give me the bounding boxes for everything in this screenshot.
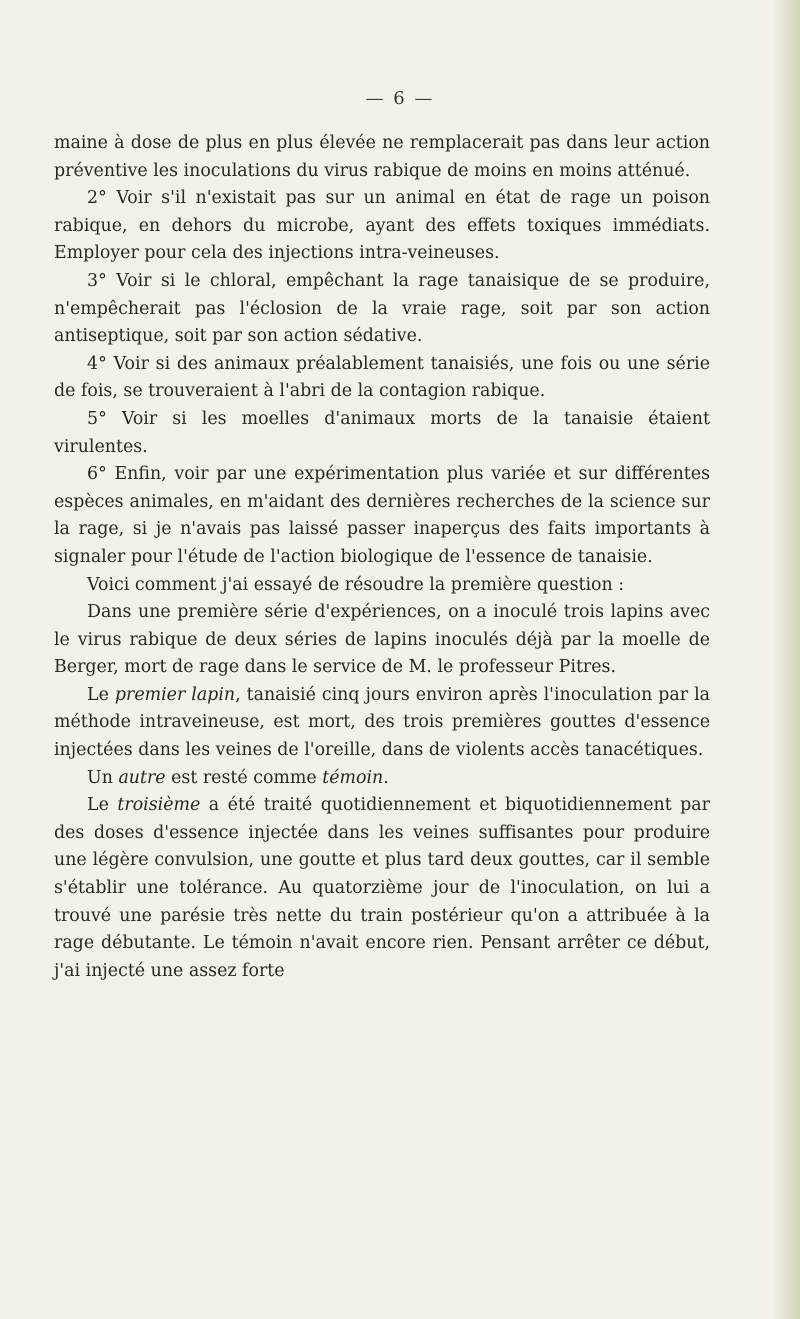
- paragraph-third-rabbit: [54, 792, 710, 985]
- paragraph-first-rabbit: [54, 682, 710, 765]
- text-run: Le: [87, 684, 115, 705]
- text-run: Un: [87, 767, 119, 788]
- text-run: a été traité quotidiennement et biquotidiennement par des doses d'essence injectée dans les veines suffisantes pour produire une légère convulsion, une goutte et plus tard deux gouttes, car il semble s'établir une tolérance. Au quatorzième jour de l'inoculation, on lui a trouvé une parésie très nette du train postérieur qu'on a attribuée à la rage débutante. Le témoin n'avait encore rien. Pensant arrêter ce début, j'ai injecté une assez forte: [54, 795, 710, 981]
- text-run: est resté comme: [165, 767, 323, 788]
- italic-term-autre: autre: [118, 767, 166, 788]
- text-run: , tanaisié cinq jours environ après l'inoculation par la méthode intraveineuse, est mort, des trois premières gouttes d'essence injectées dans les veines de l'oreille, dans de violents accès tanacétiques.: [54, 684, 710, 761]
- paragraph-first-series: Dans une première série d'expériences, on a inoculé trois lapins avec le virus rabique de deux séries de lapins inoculés déjà par la moelle de Berger, mort de rage dans le service de M. le professeur Pitres.: [54, 602, 710, 678]
- paragraph-item-3: 3° Voir si le chloral, empêchant la rage tanaisique de se produire, n'empêcherait pas l'éclosion de la vraie rage, soit par son action antiseptique, soit par son action sédative.: [54, 270, 710, 347]
- italic-term-troisieme: troisième: [117, 795, 201, 816]
- italic-term-temoin: témoin: [322, 767, 384, 788]
- paragraph-item-6: 6° Enfin, voir par une expérimentation plus variée et sur différentes espèces animales, en m'aidant des dernières recherches de la science sur la rage, si je n'avais pas laissé passer inaperçus des faits importants à signaler pour l'étude de l'action biologique de l'essence de tanaisie.: [54, 464, 710, 567]
- text-run: .: [383, 767, 389, 788]
- text-run: Le: [87, 795, 118, 816]
- page-number-header: — 6 —: [365, 88, 435, 109]
- page-spine-shadow: [772, 0, 800, 1319]
- paragraph-control-rabbit: [54, 765, 710, 793]
- paragraph-item-2: 2° Voir s'il n'existait pas sur un animal en état de rage un poison rabique, en dehors du microbe, ayant des effets toxiques immédiats. Employer pour cela des injections intra-veineuses.: [54, 188, 710, 264]
- paragraph-continuation: maine à dose de plus en plus élevée ne remplacerait pas dans leur action préventive les inoculations du virus rabique de moins en moins atténué.: [54, 133, 710, 181]
- paragraph-question-intro: Voici comment j'ai essayé de résoudre la première question :: [87, 574, 625, 595]
- paragraph-item-5: 5° Voir si les moelles d'animaux morts de la tanaisie étaient virulentes.: [54, 408, 710, 457]
- body-text: [54, 130, 710, 985]
- italic-term-premier-lapin: premier lapin: [114, 684, 236, 705]
- paragraph-item-4: 4° Voir si des animaux préalablement tanaisiés, une fois ou une série de fois, se trouveraient à l'abri de la contagion rabique.: [54, 353, 710, 402]
